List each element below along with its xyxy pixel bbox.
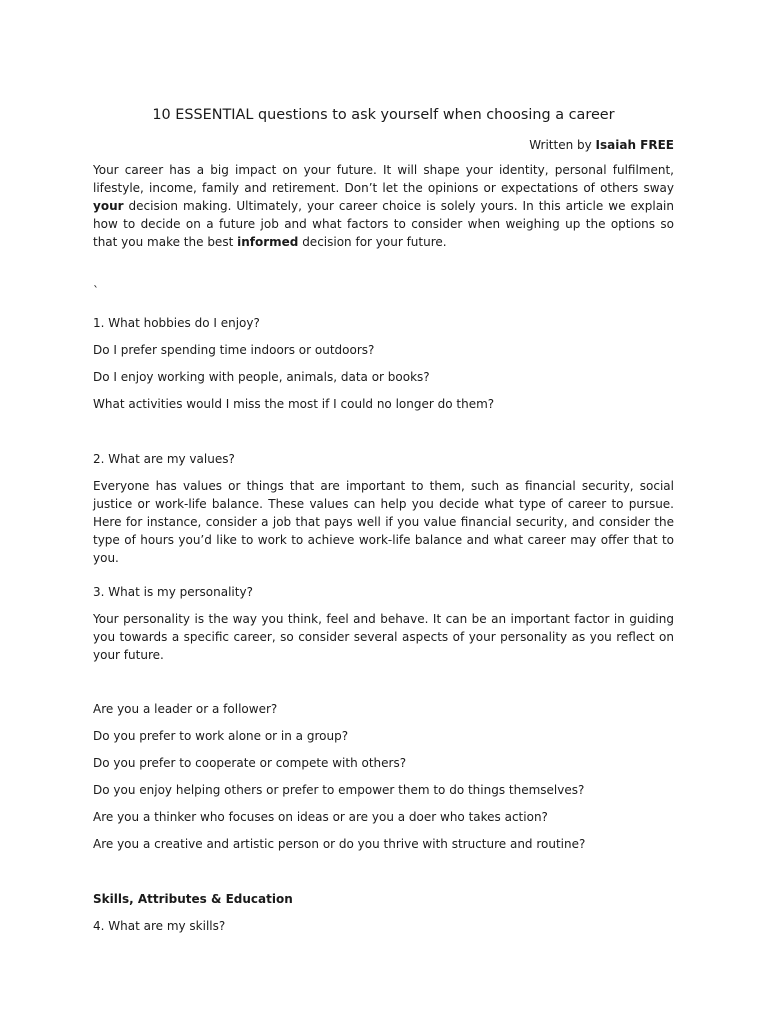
intro-text-1: Your career has a big impact on your future. It will shape your identity, personal fulfilment, lifestyle, income, family and retirement. Don’t let the opinions or expectations of others sway	[93, 163, 674, 195]
q4-heading: 4. What are my skills?	[93, 919, 226, 933]
q3-heading: 3. What is my personality?	[93, 585, 253, 599]
stray-mark: `	[93, 284, 99, 298]
document-page	[93, 0, 674, 1024]
q3-line-4: Do you enjoy helping others or prefer to empower them to do things themselves?	[93, 783, 585, 797]
intro-paragraph	[93, 161, 674, 251]
q2-body: Everyone has values or things that are important to them, such as financial security, social justice or work-life balance. These values can help you decide what type of career to pursue. Here for instance, consider a job that pays well if you value financial security, and consider the type of hours you’d like to work to achieve work-life balance and what career may offer that to you.	[93, 479, 674, 565]
q3-line-6: Are you a creative and artistic person or do you thrive with structure and routine?	[93, 837, 586, 851]
q3-line-3: Do you prefer to cooperate or compete with others?	[93, 756, 407, 770]
q1-line-2: Do I enjoy working with people, animals, data or books?	[93, 370, 430, 384]
byline-author: Isaiah FREE	[595, 138, 674, 152]
byline-prefix: Written by	[529, 138, 596, 152]
q3-body: Your personality is the way you think, feel and behave. It can be an important factor in guiding you towards a specific career, so consider several aspects of your personality as you reflect on your future.	[93, 612, 674, 662]
section-heading-skills	[93, 890, 674, 908]
document-title: 10 ESSENTIAL questions to ask yourself when choosing a career	[152, 107, 615, 123]
q3-line-1: Are you a leader or a follower?	[93, 702, 278, 716]
q1-heading: 1. What hobbies do I enjoy?	[93, 316, 260, 330]
section-heading-skills-text: Skills, Attributes & Education	[93, 892, 293, 906]
q1-line-3: What activities would I miss the most if I could no longer do them?	[93, 397, 495, 411]
byline	[93, 136, 674, 154]
intro-bold-your: your	[93, 199, 124, 213]
q3-line-2: Do you prefer to work alone or in a group?	[93, 729, 349, 743]
q3-line-5: Are you a thinker who focuses on ideas or are you a doer who takes action?	[93, 810, 548, 824]
intro-text-3: decision for your future.	[298, 235, 447, 249]
q1-line-1: Do I prefer spending time indoors or outdoors?	[93, 343, 375, 357]
q2-heading: 2. What are my values?	[93, 452, 235, 466]
intro-text-2: decision making. Ultimately, your career choice is solely yours. In this article we explain how to decide on a future job and what factors to consider when weighing up the options so that you make the best	[93, 199, 674, 249]
intro-bold-informed: informed	[237, 235, 299, 249]
